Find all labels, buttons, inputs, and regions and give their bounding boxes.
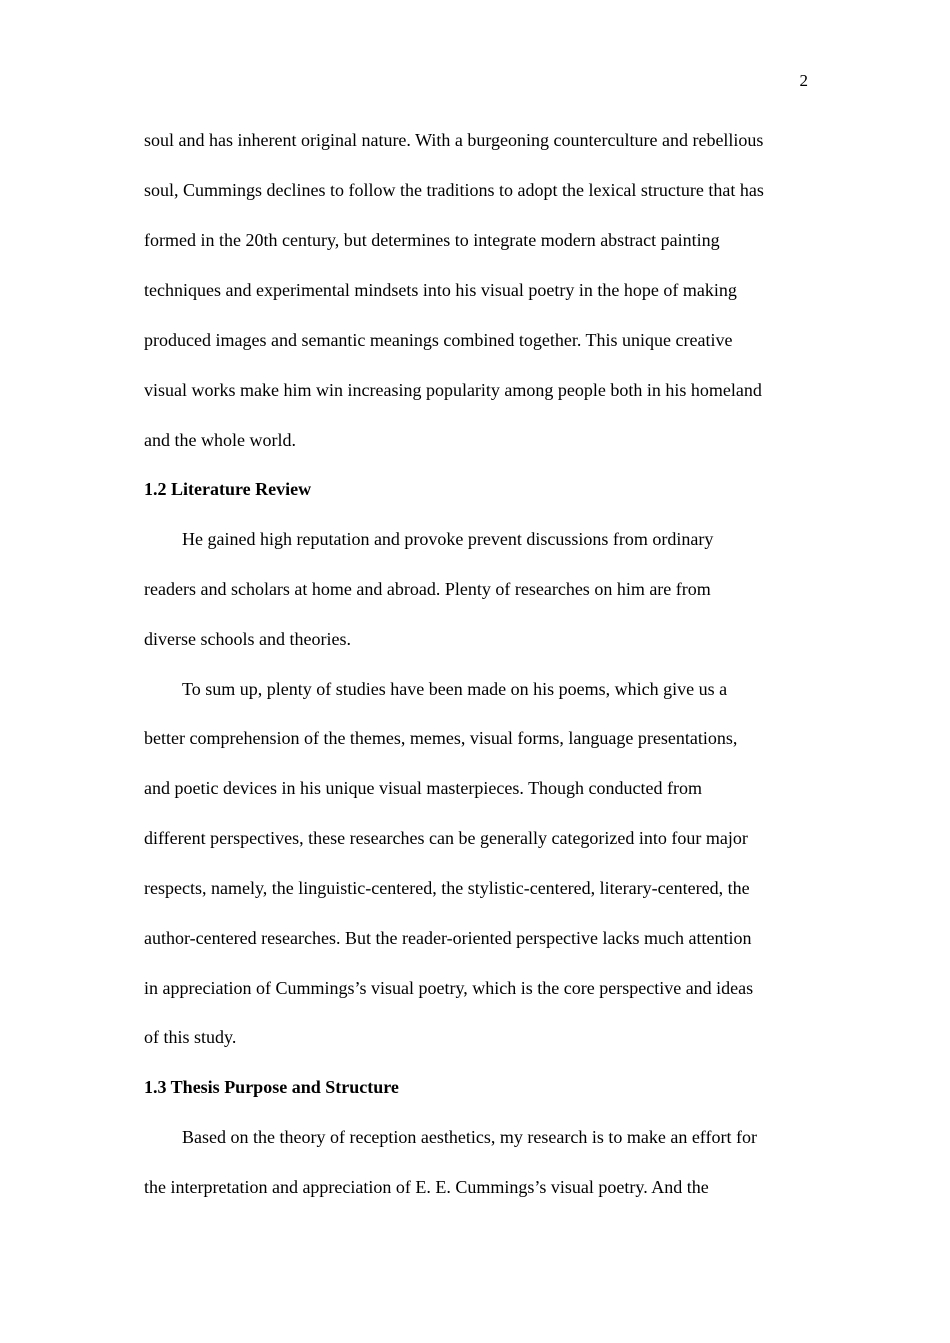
- section-heading-thesis-purpose: 1.3 Thesis Purpose and Structure: [144, 1077, 399, 1097]
- body-line: Based on the theory of reception aesthetics, my research is to make an effort for: [182, 1127, 757, 1147]
- body-line: He gained high reputation and provoke prevent discussions from ordinary: [182, 529, 714, 549]
- page-number: 2: [799, 71, 808, 90]
- body-line: better comprehension of the themes, memes, visual forms, language presentations,: [144, 728, 738, 748]
- body-line: the interpretation and appreciation of E. E. Cummings’s visual poetry. And the: [144, 1177, 709, 1197]
- body-line: diverse schools and theories.: [144, 629, 351, 649]
- body-line: different perspectives, these researches can be generally categorized into four major: [144, 828, 748, 848]
- body-line: techniques and experimental mindsets into his visual poetry in the hope of making: [144, 280, 737, 300]
- body-line: in appreciation of Cummings’s visual poetry, which is the core perspective and ideas: [144, 978, 754, 998]
- body-line: of this study.: [144, 1027, 237, 1047]
- body-line: produced images and semantic meanings combined together. This unique creative: [144, 330, 733, 350]
- body-line: visual works make him win increasing popularity among people both in his homeland: [144, 380, 762, 400]
- body-line: soul, Cummings declines to follow the traditions to adopt the lexical structure that has: [144, 180, 764, 200]
- body-line: respects, namely, the linguistic-centered, the stylistic-centered, literary-centered, the: [144, 878, 750, 898]
- section-heading-literature-review: 1.2 Literature Review: [144, 479, 312, 499]
- body-line: soul and has inherent original nature. With a burgeoning counterculture and rebellious: [144, 130, 764, 150]
- body-line: author-centered researches. But the reader-oriented perspective lacks much attention: [144, 928, 752, 948]
- body-line: formed in the 20th century, but determines to integrate modern abstract painting: [144, 230, 720, 250]
- body-line: and the whole world.: [144, 430, 296, 450]
- body-line: and poetic devices in his unique visual masterpieces. Though conducted from: [144, 778, 703, 798]
- body-line: To sum up, plenty of studies have been made on his poems, which give us a: [182, 679, 728, 699]
- body-line: readers and scholars at home and abroad. Plenty of researches on him are from: [144, 579, 711, 599]
